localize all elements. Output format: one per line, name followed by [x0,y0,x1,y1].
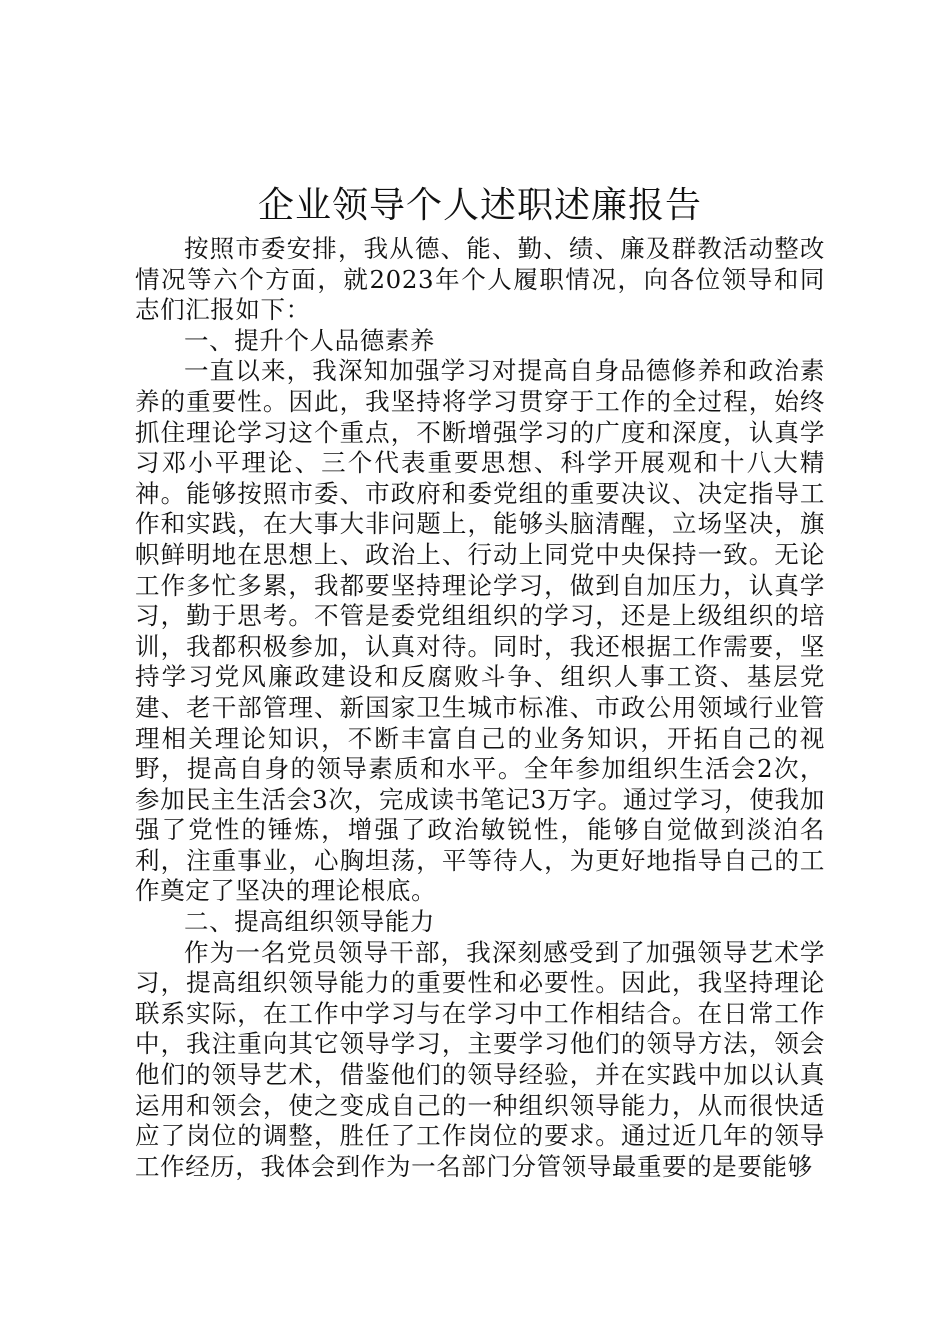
section-heading-2: 二、提高组织领导能力 [184,907,435,937]
section-2-paragraph: 作为一名党员领导干部，我深刻感受到了加强领导艺术学习，提高组织领导能力的重要性和必要性。因此，我坚持理论联系实际，在工作中学习与在学习中工作相结合。在日常工作中，我注重向其它领导学习，主要学习他们的领导方法，领会他们的领导艺术，借鉴他们的领导经验，并在实践中加以认真运用和领会，使之变成自己的一种组织领导能力，从而很快适应了岗位的调整，胜任了工作岗位的要求。通过近几年的领导工作经历，我体会到作为一名部门分管领导最重要的是要能够 [135,937,825,1181]
document-title: 企业领导个人述职述廉报告 [257,185,702,226]
section-heading-1: 一、提升个人品德素养 [184,325,435,355]
intro-paragraph: 按照市委安排，我从德、能、勤、绩、廉及群教活动整改情况等六个方面，就2023年个人履职情况，向各位领导和同志们汇报如下： [135,234,825,325]
document-body [135,234,825,1182]
section-1-paragraph: 一直以来，我深知加强学习对提高自身品德修养和政治素养的重要性。因此，我坚持将学习贯穿于工作的全过程，始终抓住理论学习这个重点，不断增强学习的广度和深度，认真学习邓小平理论、三个代表重要思想、科学开展观和十八大精神。能够按照市委、市政府和委党组的重要决议、决定指导工作和实践，在大事大非问题上，能够头脑清醒，立场坚决，旗帜鲜明地在思想上、政治上、行动上同党中央保持一致。无论工作多忙多累，我都要坚持理论学习，做到自加压力，认真学习，勤于思考。不管是委党组组织的学习，还是上级组织的培训，我都积极参加，认真对待。同时，我还根据工作需要，坚持学习党风廉政建设和反腐败斗争、组织人事工资、基层党建、老干部管理、新国家卫生城市标准、市政公用领域行业管理相关理论知识，不断丰富自己的业务知识，开拓自己的视野，提高自身的领导素质和水平。全年参加组织生活会2次，参加民主生活会3次，完成读书笔记3万字。通过学习，使我加强了党性的锤炼，增强了政治敏锐性，能够自觉做到淡泊名利，注重事业，心胸坦荡，平等待人，为更好地指导自己的工作奠定了坚决的理论根底。 [135,356,825,906]
